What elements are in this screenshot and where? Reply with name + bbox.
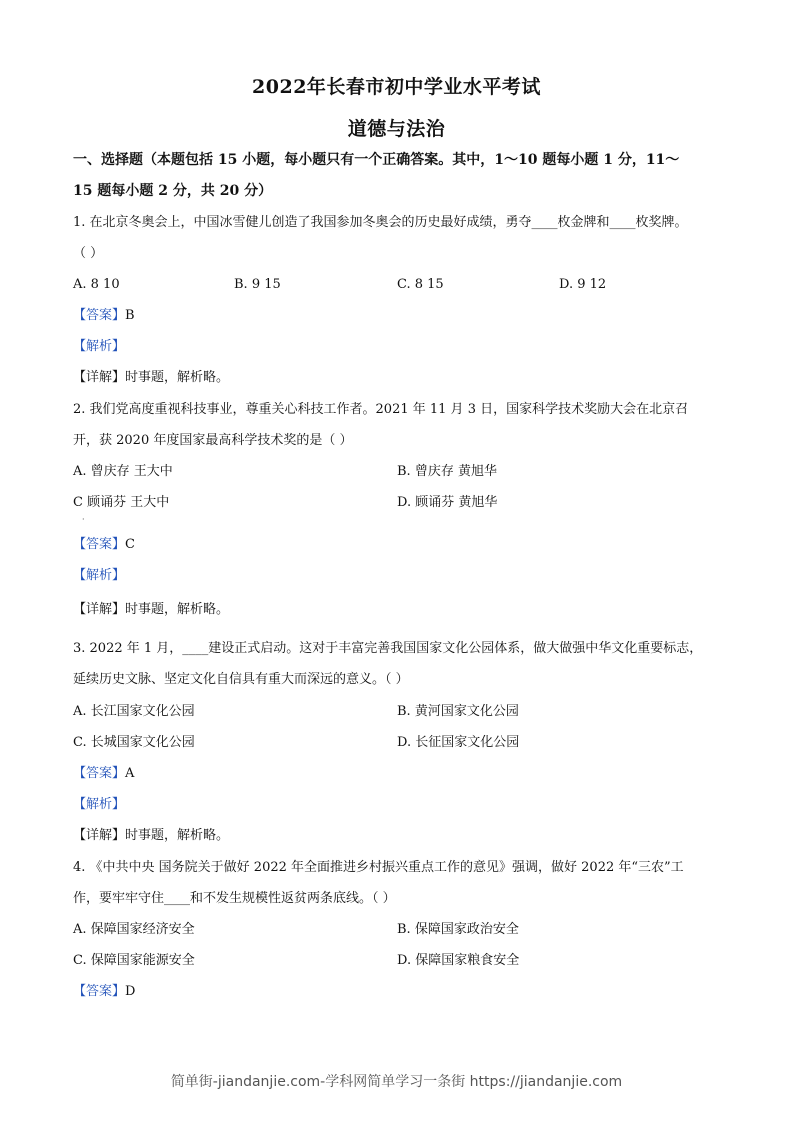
q4-stem-line1: 4. 《中共中央 国务院关于做好 2022 年全面推进乡村振兴重点工作的意见》强调，做好 2022 年“三农”工 [73, 860, 684, 875]
q2-answer-value: C [125, 537, 135, 552]
q1-stem-line1: 1. 在北京冬奥会上，中国冰雪健儿创造了我国参加冬奥会的历史最好成绩，勇夺____枚金牌和____枚奖牌。 [73, 215, 688, 230]
q2-answer [73, 536, 733, 554]
q3-option-c: C. 长城国家文化公园 [73, 735, 195, 750]
q1-analysis-label: 【解析】 [73, 339, 126, 354]
q2-detail-text: 时事题，解析略。 [125, 602, 230, 617]
q2-detail [73, 601, 733, 619]
page-footer: 简单街-jiandanjie.com-学科网简单学习一条街 https://jiandanjie.com [170, 1074, 623, 1090]
q4-answer-value: D [125, 984, 136, 999]
q2-option-b: B. 曾庆存 黄旭华 [397, 464, 497, 479]
detail-label: 【详解】 [73, 828, 126, 843]
q3-detail [73, 827, 733, 845]
q4-option-a: A. 保障国家经济安全 [73, 922, 195, 937]
q1-option-a: A. 8 10 [73, 277, 120, 292]
q4-option-d: D. 保障国家粮食安全 [397, 953, 520, 968]
q3-stem-line1: 3. 2022 年 1 月，____建设正式启动。这对于丰富完善我国国家文化公园体系，做大做强中华文化重要标志， [73, 641, 703, 656]
q2-stem-line2: 开，获 2020 年度国家最高科学技术奖的是（ ） [73, 433, 353, 448]
q3-option-d: D. 长征国家文化公园 [397, 735, 520, 750]
q3-option-a: A. 长江国家文化公园 [73, 704, 195, 719]
q2-option-a: A. 曾庆存 王大中 [73, 464, 173, 479]
q3-analysis-label: 【解析】 [73, 797, 126, 812]
detail-label: 【详解】 [73, 602, 126, 617]
q1-answer-value: B [125, 308, 135, 323]
q1-option-b: B. 9 15 [234, 277, 281, 292]
exam-title: 2022年长春市初中学业水平考试 [252, 76, 541, 98]
answer-label: 【答案】 [73, 984, 126, 999]
q1-answer [73, 307, 733, 325]
subject-title: 道德与法治 [347, 118, 446, 140]
answer-label: 【答案】 [73, 766, 126, 781]
q4-option-b: B. 保障国家政治安全 [397, 922, 519, 937]
answer-label: 【答案】 [73, 308, 126, 323]
q3-detail-text: 时事题，解析略。 [125, 828, 230, 843]
q3-answer [73, 765, 733, 783]
q1-detail-text: 时事题，解析略。 [125, 370, 230, 385]
stray-dot: · [82, 515, 85, 524]
q1-stem-line2: （ ） [73, 246, 104, 261]
q2-analysis-label: 【解析】 [73, 568, 126, 583]
q3-answer-value: A [125, 766, 135, 781]
answer-label: 【答案】 [73, 537, 126, 552]
q3-stem-line2: 延续历史文脉、坚定文化自信具有重大而深远的意义。（ ） [73, 672, 409, 687]
q3-option-b: B. 黄河国家文化公园 [397, 704, 519, 719]
q1-option-c: C. 8 15 [397, 277, 444, 292]
q1-option-d: D. 9 12 [559, 277, 607, 292]
q1-detail [73, 369, 733, 387]
section-heading-line2: 15 题每小题 2 分，共 20 分） [73, 183, 273, 199]
section-heading-line1: 一、选择题（本题包括 15 小题，每小题只有一个正确答案。其中，1～10 题每小题 1 分，11～ [73, 152, 680, 168]
q2-option-c: C 顾诵芬 王大中 [73, 495, 170, 510]
detail-label: 【详解】 [73, 370, 126, 385]
q4-answer [73, 983, 733, 1001]
q4-option-c: C. 保障国家能源安全 [73, 953, 195, 968]
q2-option-d: D. 顾诵芬 黄旭华 [397, 495, 498, 510]
q2-stem-line1: 2. 我们党高度重视科技事业，尊重关心科技工作者。2021 年 11 月 3 日，国家科学技术奖励大会在北京召 [73, 402, 689, 417]
q4-stem-line2: 作，要牢牢守住____和不发生规模性返贫两条底线。（ ） [73, 891, 396, 906]
